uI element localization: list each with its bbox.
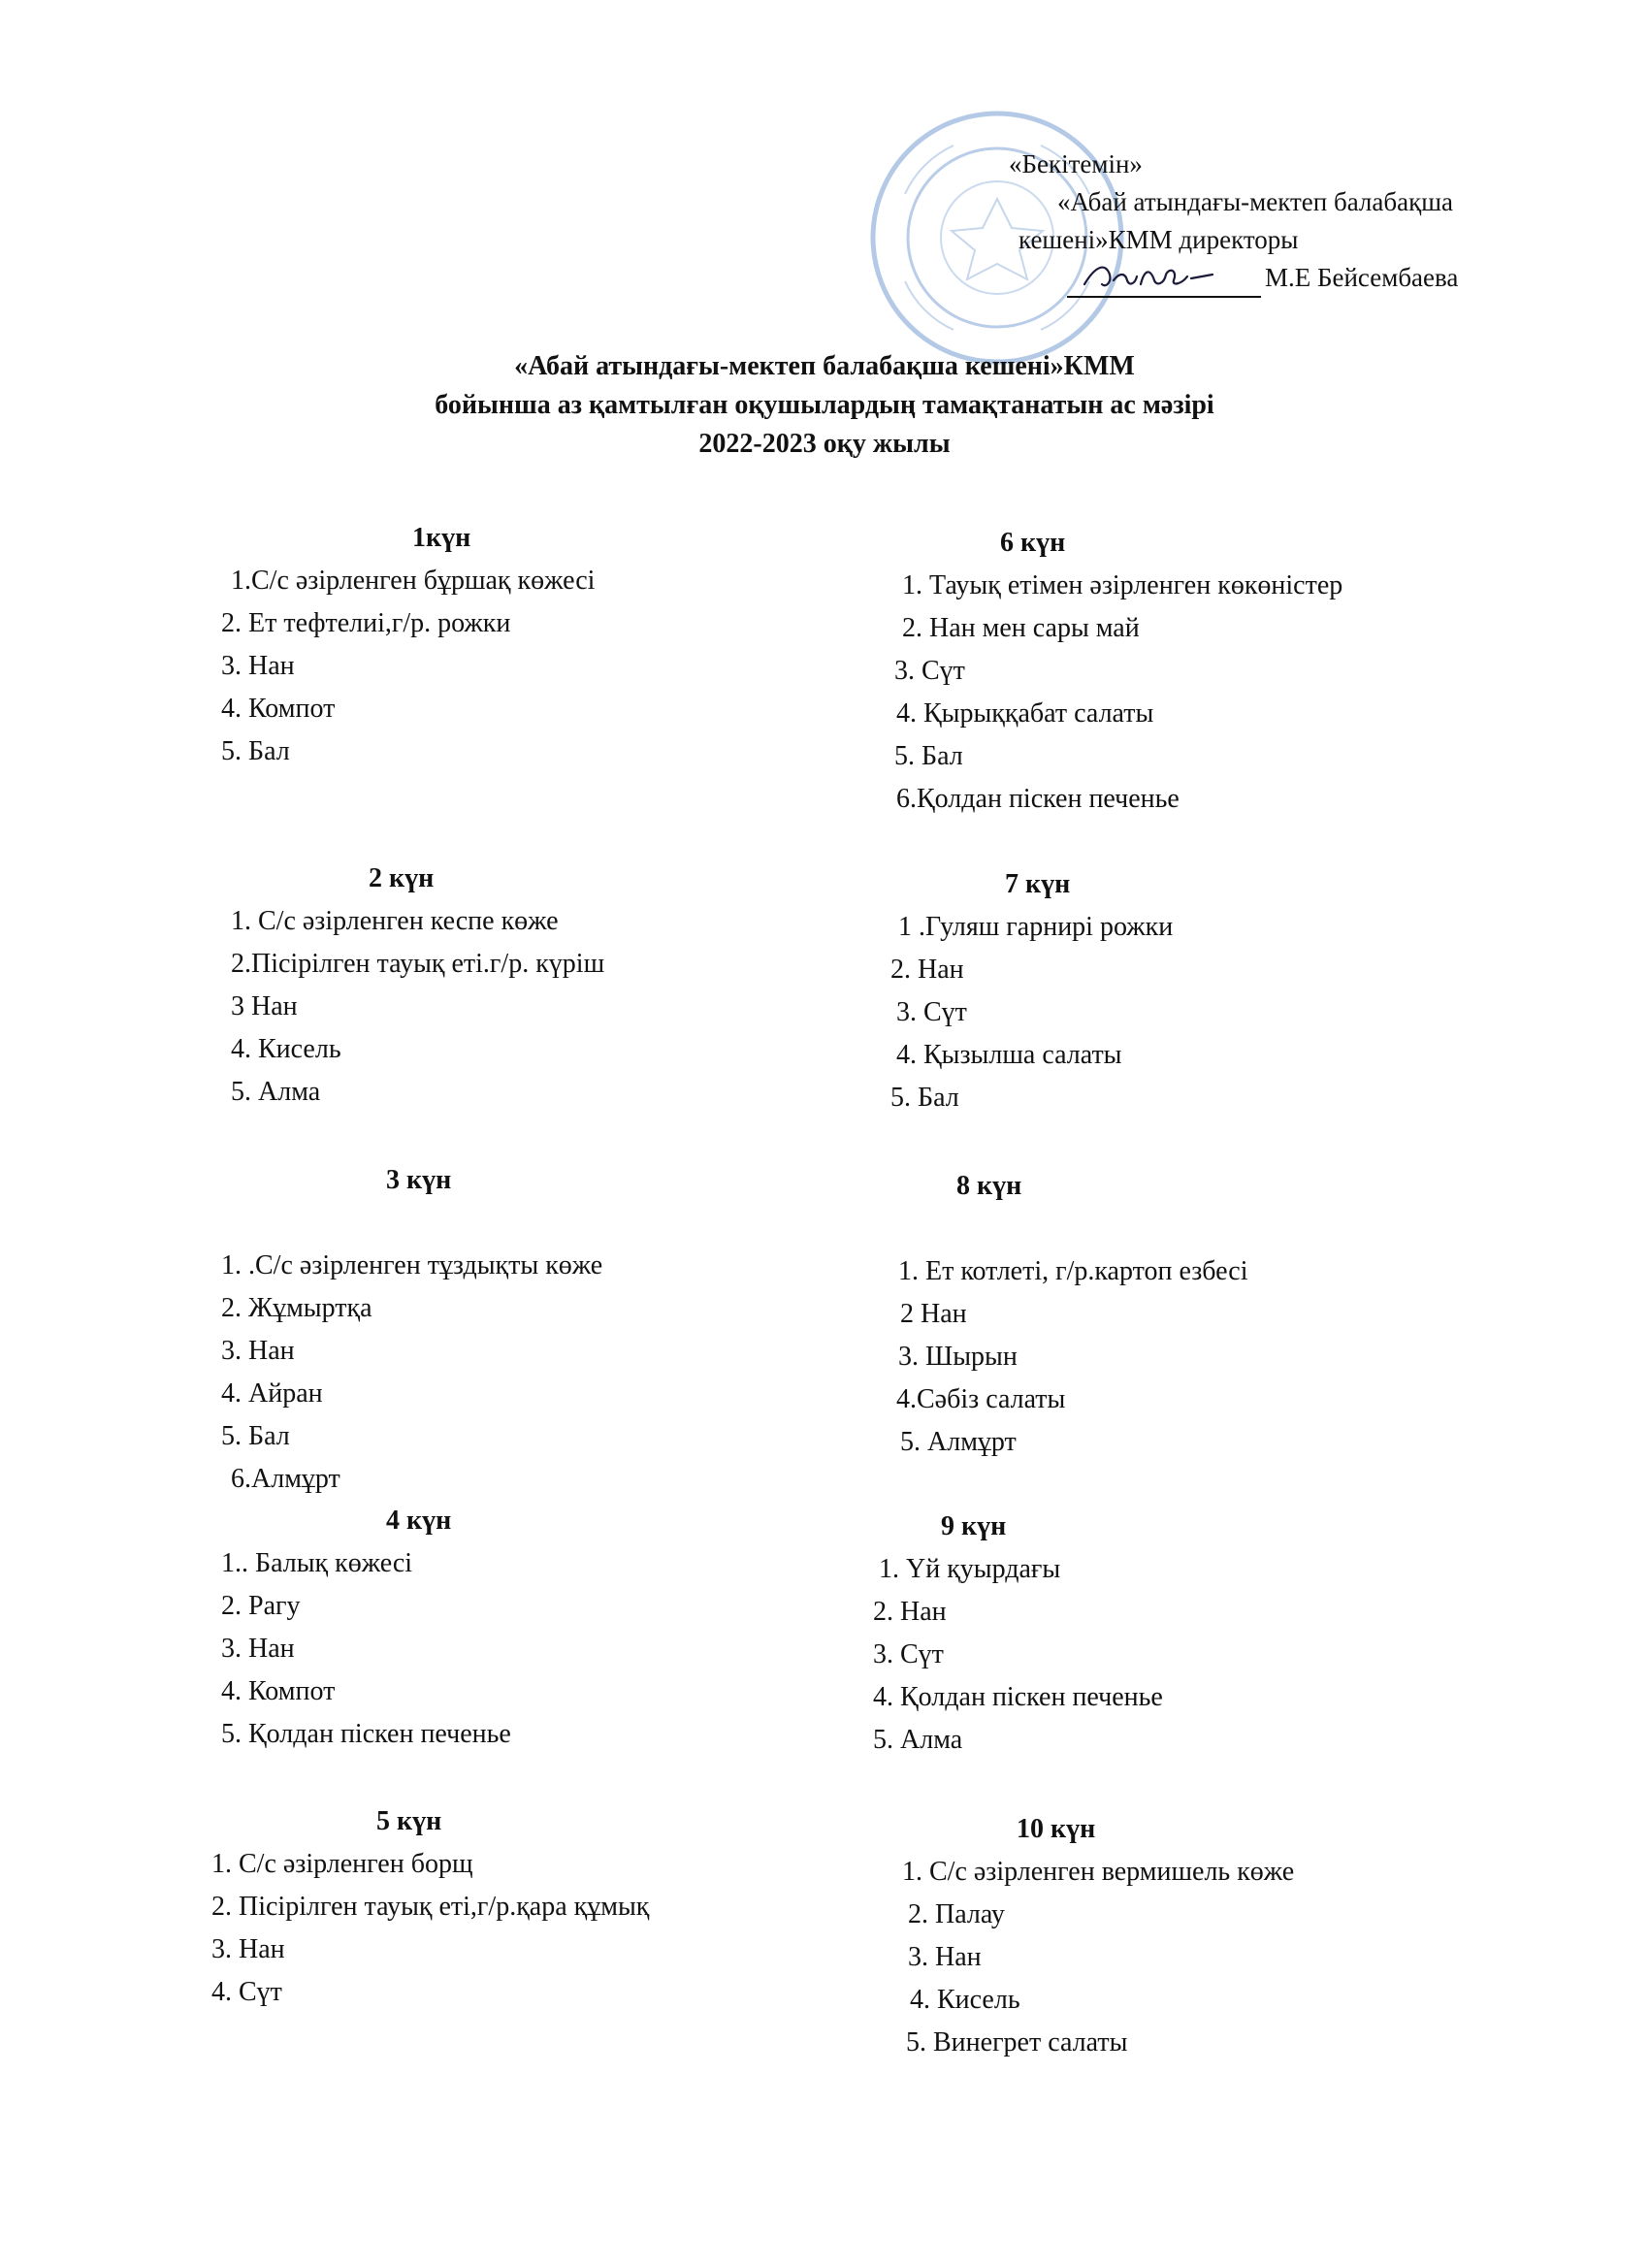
menu-item: 3. Нан (908, 1942, 982, 1972)
menu-item: 1. С/с әзірленген кеспе көже (231, 906, 559, 936)
menu-item: 5. Бал (894, 741, 963, 771)
day-4-menu (211, 1500, 511, 1756)
menu-item: 2. Пісірілген тауық еті,г/р.қара құмық (211, 1892, 650, 1922)
menu-item: 4. Компот (221, 694, 336, 724)
menu-item: 2. Нан (873, 1597, 947, 1627)
menu-item: 2 Нан (900, 1299, 967, 1329)
menu-item: 1. Тауық етімен әзірленген көкөністер (902, 570, 1343, 600)
menu-item: 5. Бал (221, 736, 290, 766)
menu-item: 5. Алма (231, 1077, 321, 1107)
menu-item: 6.Алмұрт (231, 1464, 340, 1494)
day-title: 7 күн (1005, 869, 1071, 899)
menu-item: 4. Компот (221, 1676, 336, 1706)
day-1-menu (211, 517, 595, 773)
day-title: 4 күн (386, 1506, 452, 1536)
menu-item: 5. Бал (221, 1421, 290, 1451)
day-title: 8 күн (956, 1171, 1022, 1201)
handwritten-signature (1077, 255, 1222, 302)
approval-block (1009, 146, 1513, 298)
menu-item: 5. Винегрет салаты (906, 2027, 1128, 2057)
menu-item: 3. Нан (221, 1336, 295, 1366)
day-title: 10 күн (1017, 1814, 1096, 1844)
day-title: 5 күн (376, 1806, 442, 1836)
day-title: 3 күн (386, 1165, 452, 1195)
menu-item: 1. С/с әзірленген вермишель көже (902, 1857, 1295, 1887)
menu-item: 4. Сүт (211, 1977, 282, 2007)
day-7-menu (890, 863, 1173, 1119)
title-line-1: «Абай атындағы-мектеп балабақша кешені»КММ (514, 351, 1135, 381)
menu-item: 3. Сүт (873, 1639, 944, 1669)
menu-item: 2. Жұмыртқа (221, 1293, 372, 1323)
title-line-2: бойынша аз қамтылған оқушылардың тамақтанатын ас мәзірі (435, 390, 1214, 420)
menu-item: 3. Нан (211, 1934, 285, 1964)
menu-item: 4. Қолдан піскен печенье (873, 1682, 1163, 1712)
day-9-menu (873, 1506, 1163, 1762)
day-8-menu (890, 1165, 1248, 1464)
menu-item: 2.Пісірілген тауық еті.г/р. күріш (231, 949, 605, 979)
menu-item: 5. Қолдан піскен печенье (221, 1719, 511, 1749)
menu-item: 4. Кисель (910, 1985, 1020, 2015)
document-title (0, 347, 1649, 464)
menu-item: 1. .С/с әзірленген тұздықты көже (221, 1250, 603, 1280)
menu-item: 2. Палау (908, 1899, 1005, 1929)
day-title: 1күн (412, 523, 471, 553)
menu-item: 1 .Гуляш гарнирі рожки (898, 912, 1174, 942)
menu-item: 2. Нан мен сары май (902, 613, 1140, 643)
menu-item: 3. Нан (221, 1634, 295, 1664)
menu-item: 3. Сүт (896, 997, 967, 1027)
menu-item: 1.. Балық көжесі (221, 1548, 413, 1578)
title-line-3: 2022-2023 оқу жылы (698, 429, 951, 459)
director-name: М.Е Бейсембаева (1265, 263, 1459, 293)
approval-title: «Бекітемін» (1009, 149, 1143, 178)
menu-item: 5. Бал (890, 1083, 959, 1113)
approval-signature-row (1009, 259, 1513, 297)
menu-item: 4. Кисель (231, 1034, 341, 1064)
day-5-menu (211, 1800, 649, 2014)
menu-item: 3 Нан (231, 991, 298, 1021)
menu-item: 4.Сәбіз салаты (896, 1384, 1066, 1414)
menu-item: 4. Қырыққабат салаты (896, 698, 1154, 729)
day-title: 6 күн (1000, 528, 1066, 558)
menu-item: 2. Рагу (221, 1591, 301, 1621)
menu-item: 3. Сүт (894, 656, 965, 686)
menu-item: 1.С/с әзірленген бұршақ көжесі (231, 566, 596, 596)
menu-item: 1. С/с әзірленген борщ (211, 1849, 473, 1879)
approval-org-line: «Абай атындағы-мектеп балабақша (1057, 187, 1453, 217)
day-2-menu (211, 858, 604, 1114)
approval-position: кешені»КММ директоры (1018, 225, 1299, 255)
menu-item: 1. Ет котлеті, г/р.картоп езбесі (898, 1256, 1248, 1286)
menu-item: 4. Айран (221, 1378, 323, 1409)
day-title: 2 күн (369, 863, 435, 893)
day-10-menu (890, 1808, 1294, 2064)
menu-item: 6.Қолдан піскен печенье (896, 784, 1180, 814)
signature-line (1067, 269, 1261, 298)
menu-item: 2. Ет тефтелиі,г/р. рожки (221, 608, 511, 638)
menu-item: 3. Нан (221, 651, 295, 681)
menu-item: 2. Нан (890, 955, 964, 985)
menu-item: 4. Қызылша салаты (896, 1040, 1122, 1070)
day-6-menu (890, 522, 1342, 821)
menu-item: 5. Алмұрт (900, 1427, 1017, 1457)
day-3-menu (211, 1159, 602, 1501)
menu-item: 1. Үй қуырдағы (879, 1554, 1061, 1584)
menu-item: 5. Алма (873, 1725, 963, 1755)
day-title: 9 күн (941, 1511, 1007, 1541)
menu-item: 3. Шырын (898, 1342, 1018, 1372)
